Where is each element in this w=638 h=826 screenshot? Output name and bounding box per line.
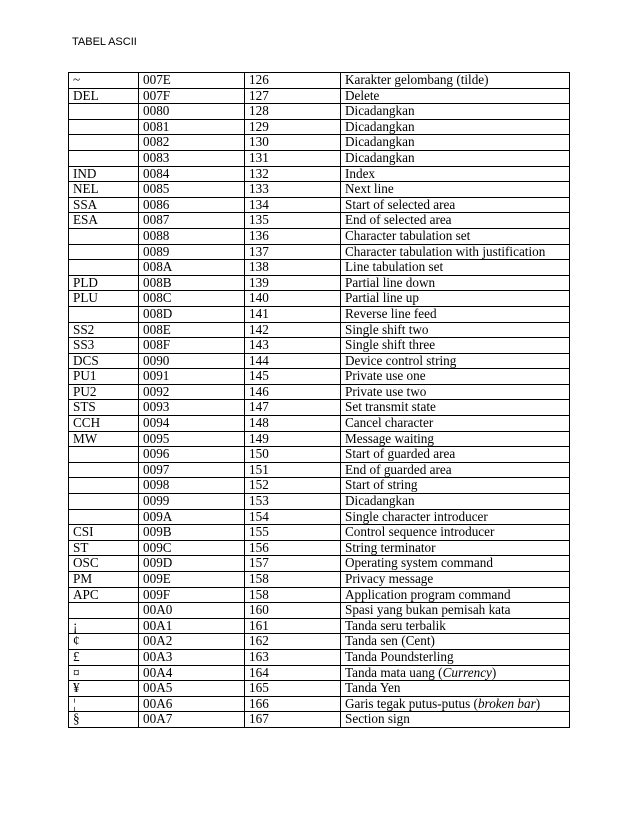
hex-cell: 0094 — [139, 416, 245, 432]
hex-cell: 009F — [139, 587, 245, 603]
description-cell — [341, 73, 570, 89]
hex-cell: 007F — [139, 88, 245, 104]
description-text: Tanda seru terbalik — [345, 618, 446, 633]
dec-cell: 134 — [245, 197, 341, 213]
dec-cell: 167 — [245, 712, 341, 728]
dec-cell: 127 — [245, 88, 341, 104]
dec-cell: 145 — [245, 369, 341, 385]
abbr-cell: DCS — [69, 353, 139, 369]
description-cell — [341, 462, 570, 478]
abbr-cell: SS3 — [69, 338, 139, 354]
table-row — [69, 119, 570, 135]
description-text: Private use one — [345, 368, 426, 384]
description-cell — [341, 104, 570, 120]
abbr-cell — [69, 494, 139, 510]
dec-cell: 151 — [245, 462, 341, 478]
hex-cell: 009D — [139, 556, 245, 572]
abbr-cell — [69, 260, 139, 276]
hex-cell: 009B — [139, 525, 245, 541]
abbr-cell: PU1 — [69, 369, 139, 385]
abbr-cell: PM — [69, 572, 139, 588]
description-cell — [341, 540, 570, 556]
description-text: Dicadangkan — [345, 493, 415, 509]
abbr-cell: SSA — [69, 197, 139, 213]
hex-cell: 0084 — [139, 166, 245, 182]
description-text: Partial line up — [345, 290, 419, 306]
table-row — [69, 260, 570, 276]
table-row — [69, 431, 570, 447]
description-text: Index — [345, 166, 376, 181]
table-row — [69, 634, 570, 650]
description-text: Dicadangkan — [345, 119, 415, 134]
dec-cell: 129 — [245, 119, 341, 135]
dec-cell: 139 — [245, 275, 341, 291]
description-text: Spasi yang bukan pemisah kata — [345, 602, 511, 618]
abbr-cell: OSC — [69, 556, 139, 572]
description-text: Garis tegak putus-putus ( — [345, 696, 478, 711]
dec-cell: 154 — [245, 509, 341, 525]
dec-cell: 161 — [245, 618, 341, 634]
table-row — [69, 462, 570, 478]
description-cell — [341, 478, 570, 494]
hex-cell: 008B — [139, 275, 245, 291]
table-row — [69, 275, 570, 291]
description-text: Set transmit state — [345, 399, 436, 415]
description-cell — [341, 244, 570, 260]
dec-cell: 165 — [245, 681, 341, 697]
description-text: Cancel character — [345, 415, 434, 431]
description-cell — [341, 649, 570, 665]
abbr-cell: £ — [69, 649, 139, 665]
description-text: Dicadangkan — [345, 150, 415, 165]
description-text: Device control string — [345, 353, 457, 368]
table-row — [69, 556, 570, 572]
description-cell — [341, 384, 570, 400]
abbr-cell — [69, 306, 139, 322]
description-cell — [341, 431, 570, 447]
hex-cell: 008D — [139, 306, 245, 322]
description-cell — [341, 150, 570, 166]
table-row — [69, 525, 570, 541]
abbr-cell: ¡ — [69, 618, 139, 634]
description-cell — [341, 260, 570, 276]
dec-cell: 162 — [245, 634, 341, 650]
dec-cell: 166 — [245, 696, 341, 712]
hex-cell: 008E — [139, 322, 245, 338]
description-cell — [341, 665, 570, 681]
description-cell — [341, 166, 570, 182]
description-italic-text: Currency — [442, 665, 492, 680]
table-row — [69, 228, 570, 244]
hex-cell: 0090 — [139, 353, 245, 369]
table-row — [69, 197, 570, 213]
table-row — [69, 540, 570, 556]
abbr-cell — [69, 462, 139, 478]
description-text: Tanda mata uang ( — [345, 665, 443, 680]
description-text: Operating system command — [345, 555, 493, 571]
description-cell — [341, 353, 570, 369]
table-row — [69, 649, 570, 665]
description-cell — [341, 447, 570, 463]
abbr-cell — [69, 228, 139, 244]
description-text: Privacy message — [345, 571, 434, 586]
table-row — [69, 353, 570, 369]
table-row — [69, 135, 570, 151]
hex-cell: 009E — [139, 572, 245, 588]
abbr-cell — [69, 509, 139, 525]
abbr-cell — [69, 603, 139, 619]
table-row — [69, 681, 570, 697]
abbr-cell: ESA — [69, 213, 139, 229]
description-text: Dicadangkan — [345, 134, 415, 150]
dec-cell: 160 — [245, 603, 341, 619]
dec-cell: 136 — [245, 228, 341, 244]
table-row — [69, 603, 570, 619]
table-row — [69, 712, 570, 728]
hex-cell: 0091 — [139, 369, 245, 385]
abbr-cell: NEL — [69, 182, 139, 198]
table-row — [69, 166, 570, 182]
abbr-cell — [69, 244, 139, 260]
dec-cell: 132 — [245, 166, 341, 182]
abbr-cell — [69, 135, 139, 151]
description-cell — [341, 213, 570, 229]
description-text: Character tabulation with justification — [345, 244, 546, 259]
dec-cell: 163 — [245, 649, 341, 665]
description-text: String terminator — [345, 540, 436, 555]
dec-cell: 149 — [245, 431, 341, 447]
description-cell — [341, 322, 570, 338]
dec-cell: 141 — [245, 306, 341, 322]
abbr-cell — [69, 150, 139, 166]
description-cell — [341, 696, 570, 712]
dec-cell: 143 — [245, 338, 341, 354]
description-text: Tanda Yen — [345, 680, 401, 696]
dec-cell: 156 — [245, 540, 341, 556]
dec-cell: 158 — [245, 587, 341, 603]
description-cell — [341, 712, 570, 728]
abbr-cell: PLD — [69, 275, 139, 291]
page-header-title: TABEL ASCII — [72, 36, 137, 48]
description-text: Delete — [345, 88, 380, 103]
table-row — [69, 338, 570, 354]
hex-cell: 0095 — [139, 431, 245, 447]
table-row — [69, 696, 570, 712]
hex-cell: 0082 — [139, 135, 245, 151]
description-cell — [341, 291, 570, 307]
description-text: Start of guarded area — [345, 446, 456, 462]
description-text: Next line — [345, 181, 394, 197]
hex-cell: 00A6 — [139, 696, 245, 712]
dec-cell: 150 — [245, 447, 341, 463]
dec-cell: 155 — [245, 525, 341, 541]
description-cell — [341, 135, 570, 151]
description-text: Control sequence introducer — [345, 524, 495, 540]
hex-cell: 0088 — [139, 228, 245, 244]
hex-cell: 0093 — [139, 400, 245, 416]
table-row — [69, 73, 570, 89]
hex-cell: 00A3 — [139, 649, 245, 665]
hex-cell: 008C — [139, 291, 245, 307]
description-cell — [341, 400, 570, 416]
dec-cell: 147 — [245, 400, 341, 416]
dec-cell: 131 — [245, 150, 341, 166]
dec-cell: 138 — [245, 260, 341, 276]
table-row — [69, 572, 570, 588]
description-text: Single shift two — [345, 322, 429, 337]
table-row — [69, 291, 570, 307]
table-row — [69, 322, 570, 338]
table-row — [69, 509, 570, 525]
table-row — [69, 416, 570, 432]
hex-cell: 0099 — [139, 494, 245, 510]
description-cell — [341, 587, 570, 603]
dec-cell: 164 — [245, 665, 341, 681]
description-text: ) — [535, 696, 541, 711]
description-cell — [341, 119, 570, 135]
description-text: Message waiting — [345, 431, 434, 446]
abbr-cell: PU2 — [69, 384, 139, 400]
abbr-cell — [69, 104, 139, 120]
hex-cell: 00A7 — [139, 712, 245, 728]
description-text: Tanda Poundsterling — [345, 649, 454, 664]
abbr-cell — [69, 478, 139, 494]
hex-cell: 0097 — [139, 462, 245, 478]
description-text: Start of selected area — [345, 197, 456, 212]
description-cell — [341, 338, 570, 354]
hex-cell: 009A — [139, 509, 245, 525]
table-row — [69, 587, 570, 603]
table-row — [69, 182, 570, 198]
table-row — [69, 88, 570, 104]
description-text: End of selected area — [345, 212, 452, 228]
abbr-cell: STS — [69, 400, 139, 416]
table-row — [69, 150, 570, 166]
hex-cell: 00A2 — [139, 634, 245, 650]
abbr-cell: SS2 — [69, 322, 139, 338]
description-cell — [341, 182, 570, 198]
abbr-cell: CCH — [69, 416, 139, 432]
hex-cell: 0098 — [139, 478, 245, 494]
hex-cell: 007E — [139, 73, 245, 89]
description-cell — [341, 197, 570, 213]
hex-cell: 0087 — [139, 213, 245, 229]
abbr-cell: IND — [69, 166, 139, 182]
description-text: Dicadangkan — [345, 103, 415, 119]
dec-cell: 140 — [245, 291, 341, 307]
dec-cell: 146 — [245, 384, 341, 400]
description-cell — [341, 416, 570, 432]
description-cell — [341, 369, 570, 385]
table-row — [69, 400, 570, 416]
dec-cell: 133 — [245, 182, 341, 198]
dec-cell: 130 — [245, 135, 341, 151]
description-text: Reverse line feed — [345, 306, 437, 321]
table-row — [69, 384, 570, 400]
dec-cell: 126 — [245, 73, 341, 89]
table-row — [69, 494, 570, 510]
hex-cell: 00A1 — [139, 618, 245, 634]
hex-cell: 009C — [139, 540, 245, 556]
description-cell — [341, 603, 570, 619]
description-text: Single character introducer — [345, 509, 488, 524]
dec-cell: 142 — [245, 322, 341, 338]
description-cell — [341, 618, 570, 634]
description-cell — [341, 509, 570, 525]
abbr-cell: ST — [69, 540, 139, 556]
abbr-cell — [69, 119, 139, 135]
table-row — [69, 244, 570, 260]
abbr-cell: APC — [69, 587, 139, 603]
hex-cell: 008F — [139, 338, 245, 354]
hex-cell: 0080 — [139, 104, 245, 120]
description-cell — [341, 275, 570, 291]
hex-cell: 0083 — [139, 150, 245, 166]
table-row — [69, 447, 570, 463]
description-text: Section sign — [345, 711, 410, 727]
description-cell — [341, 556, 570, 572]
abbr-cell — [69, 447, 139, 463]
hex-cell: 0081 — [139, 119, 245, 135]
abbr-cell: ¥ — [69, 681, 139, 697]
hex-cell: 00A4 — [139, 665, 245, 681]
description-cell — [341, 572, 570, 588]
description-cell — [341, 681, 570, 697]
hex-cell: 0085 — [139, 182, 245, 198]
hex-cell: 0096 — [139, 447, 245, 463]
table-row — [69, 104, 570, 120]
abbr-cell: § — [69, 712, 139, 728]
description-cell — [341, 494, 570, 510]
description-text: Single shift three — [345, 337, 436, 353]
abbr-cell: DEL — [69, 88, 139, 104]
description-cell — [341, 228, 570, 244]
table-row — [69, 618, 570, 634]
description-cell — [341, 634, 570, 650]
description-cell — [341, 306, 570, 322]
dec-cell: 137 — [245, 244, 341, 260]
description-cell — [341, 525, 570, 541]
description-text: Character tabulation set — [345, 228, 471, 243]
hex-cell: 008A — [139, 260, 245, 276]
hex-cell: 0089 — [139, 244, 245, 260]
abbr-cell: MW — [69, 431, 139, 447]
abbr-cell: ¢ — [69, 634, 139, 650]
abbr-cell: PLU — [69, 291, 139, 307]
description-text: Application program command — [345, 587, 511, 602]
abbr-cell: CSI — [69, 525, 139, 541]
abbr-cell: ¤ — [69, 665, 139, 681]
description-text: Karakter gelombang (tilde) — [345, 72, 489, 87]
hex-cell: 0086 — [139, 197, 245, 213]
dec-cell: 153 — [245, 494, 341, 510]
hex-cell: 00A0 — [139, 603, 245, 619]
description-text: ) — [491, 665, 497, 680]
table-row — [69, 213, 570, 229]
description-cell — [341, 88, 570, 104]
dec-cell: 158 — [245, 572, 341, 588]
description-text: Private use two — [345, 384, 427, 399]
ascii-table-body — [69, 73, 570, 728]
description-text: Tanda sen (Cent) — [345, 633, 435, 649]
ascii-table — [68, 72, 570, 728]
dec-cell: 135 — [245, 213, 341, 229]
table-row — [69, 478, 570, 494]
description-text: End of guarded area — [345, 462, 452, 477]
abbr-cell: ~ — [69, 73, 139, 89]
description-text: Start of string — [345, 477, 418, 493]
hex-cell: 0092 — [139, 384, 245, 400]
description-italic-text: broken bar — [477, 696, 536, 711]
hex-cell: 00A5 — [139, 681, 245, 697]
table-row — [69, 665, 570, 681]
dec-cell: 148 — [245, 416, 341, 432]
dec-cell: 128 — [245, 104, 341, 120]
table-row — [69, 369, 570, 385]
dec-cell: 152 — [245, 478, 341, 494]
description-text: Partial line down — [345, 275, 436, 290]
description-text: Line tabulation set — [345, 259, 444, 275]
abbr-cell: ¦ — [69, 696, 139, 712]
dec-cell: 144 — [245, 353, 341, 369]
dec-cell: 157 — [245, 556, 341, 572]
table-row — [69, 306, 570, 322]
